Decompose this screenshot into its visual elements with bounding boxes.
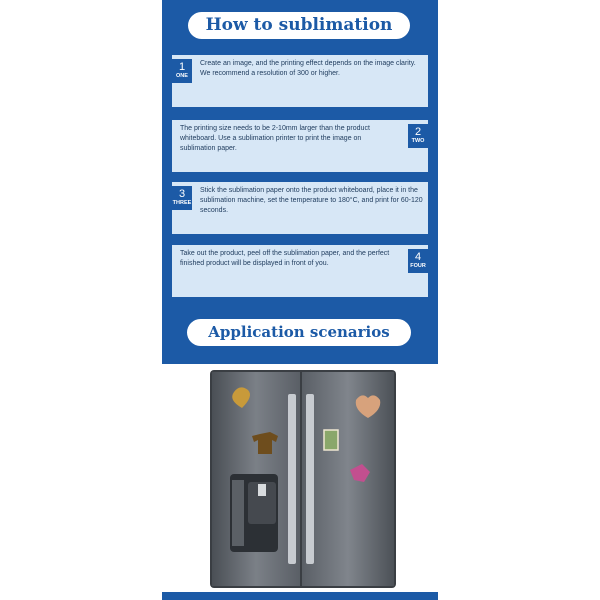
- section-title: Application scenarios: [187, 319, 411, 346]
- step-word: ONE: [176, 73, 188, 79]
- right-door-handle: [306, 394, 314, 564]
- step-card-4: [172, 245, 428, 297]
- step-card-1: [172, 55, 428, 107]
- step-text: Take out the product, peel off the sublimation paper, and the perfect finished product will be displayed in front of you.: [180, 250, 390, 267]
- step-badge-2: [408, 124, 428, 148]
- step-text: Create an image, and the printing effect depends on the image clarity. We recommend a resolution of 300 or higher.: [200, 60, 416, 77]
- step-badge-3: [172, 186, 192, 210]
- step-word: THREE: [172, 200, 192, 206]
- left-door-handle: [288, 394, 296, 564]
- footer-strip: [162, 592, 438, 600]
- dispenser-nozzle: [258, 484, 266, 496]
- step-badge-4: [408, 249, 428, 273]
- step-text: The printing size needs to be 2-10mm larger than the product whiteboard. Use a sublimation printer to print the image on sublimation paper.: [180, 125, 370, 152]
- step-number: 2: [414, 126, 422, 138]
- fridge-photo: [162, 364, 438, 592]
- fridge-right-door: [302, 372, 394, 586]
- step-number: 1: [178, 61, 186, 73]
- step-card-2: [172, 120, 428, 172]
- instructions-panel: [162, 0, 438, 364]
- step-word: FOUR: [410, 263, 426, 269]
- step-number: 3: [178, 188, 186, 200]
- dispenser-controls: [232, 480, 244, 546]
- fridge-illustration: [162, 364, 438, 592]
- step-text: Stick the sublimation paper onto the product whiteboard, place it in the sublimation machine, set the temperature to 180°C, and print for 60-120 seconds.: [200, 187, 423, 214]
- step-word: TWO: [411, 138, 425, 144]
- photo-magnet: [324, 430, 338, 450]
- step-badge-1: [172, 59, 192, 83]
- step-number: 4: [414, 251, 422, 263]
- page-title: How to sublimation: [188, 12, 410, 39]
- step-card-3: [172, 182, 428, 234]
